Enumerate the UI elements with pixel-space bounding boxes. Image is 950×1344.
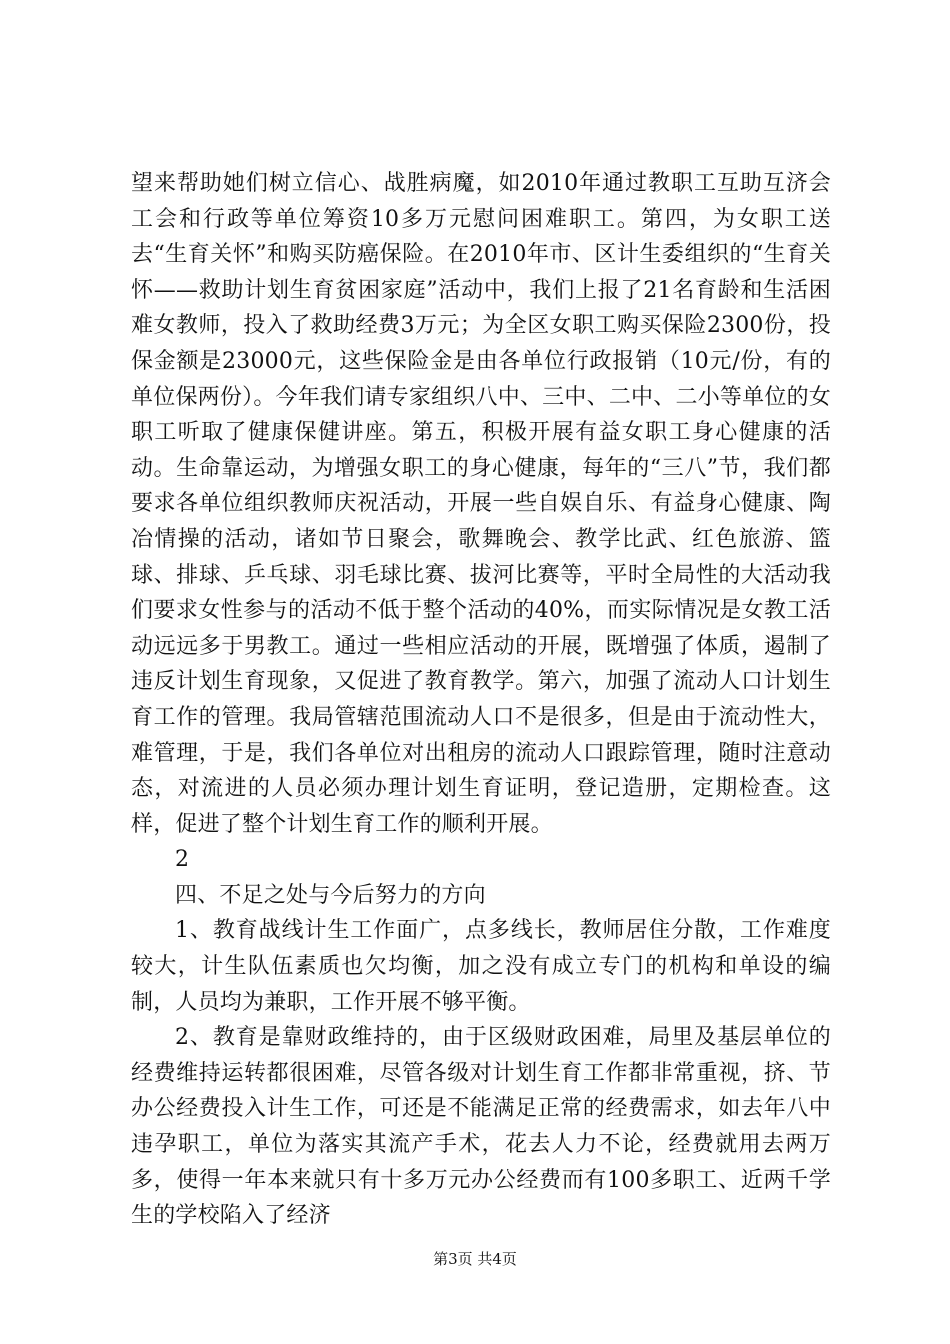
- paragraph-item-2: 2、教育是靠财政维持的，由于区级财政困难，局里及基层单位的经费维持运转都很困难，尽管各级对计划生育工作都非常重视，挤、节办公经费投入计生工作，可还是不能满足正常的经费需求，如去年八中违孕职工，单位为落实其流产手术，花去人力不论，经费就用去两万多，使得一年本来就只有十多万元办公经费而有100多职工、近两千学生的学校陷入了经济: [131, 1025, 831, 1229]
- paragraph-continuation: 望来帮助她们树立信心、战胜病魔，如2010年通过教职工互助互济会工会和行政等单位筹资10多万元慰问困难职工。第四，为女职工送去“生育关怀”和购买防癌保险。在2010年市、区计生委组织的“生育关怀——救助计划生育贫困家庭”活动中，我们上报了21名育龄和生活困难女教师，投入了救助经费3万元；为全区女职工购买保险2300份，投保金额是23000元，这些保险金是由各单位行政报销（10元/份，有的单位保两份）。今年我们请专家组织八中、三中、二中、二小等单位的女职工听取了健康保健讲座。第五，积极开展有益女职工身心健康的活动。生命靠运动，为增强女职工的身心健康，每年的“三八”节，我们都要求各单位组织教师庆祝活动，开展一些自娱自乐、有益身心健康、陶冶情操的活动，诸如节日聚会，歌舞晚会、教学比武、红色旅游、篮球、排球、乒乓球、羽毛球比赛、拔河比赛等，平时全局性的大活动我们要求女性参与的活动不低于整个活动的40%，而实际情况是女教工活动远远多于男教工。通过一些相应活动的开展，既增强了体质，遏制了违反计划生育现象，又促进了教育教学。第六，加强了流动人口计划生育工作的管理。我局管辖范围流动人口不是很多，但是由于流动性大，难管理，于是，我们各单位对出租房的流动人口跟踪管理，随时注意动态，对流进的人员必须办理计划生育证明，登记造册，定期检查。这样，促进了整个计划生育工作的顺利开展。: [131, 171, 831, 837]
- paragraph-item-1: 1、教育战线计生工作面广，点多线长，教师居住分散，工作难度较大，计生队伍素质也欠均衡，加之没有成立专门的机构和单设的编制，人员均为兼职，工作开展不够平衡。: [131, 918, 831, 1015]
- page-footer: 第3页 共4页: [433, 1250, 517, 1268]
- page-marker: 2: [175, 847, 190, 873]
- document-body: [131, 166, 831, 1234]
- section-heading: 四、不足之处与今后努力的方向: [175, 882, 486, 908]
